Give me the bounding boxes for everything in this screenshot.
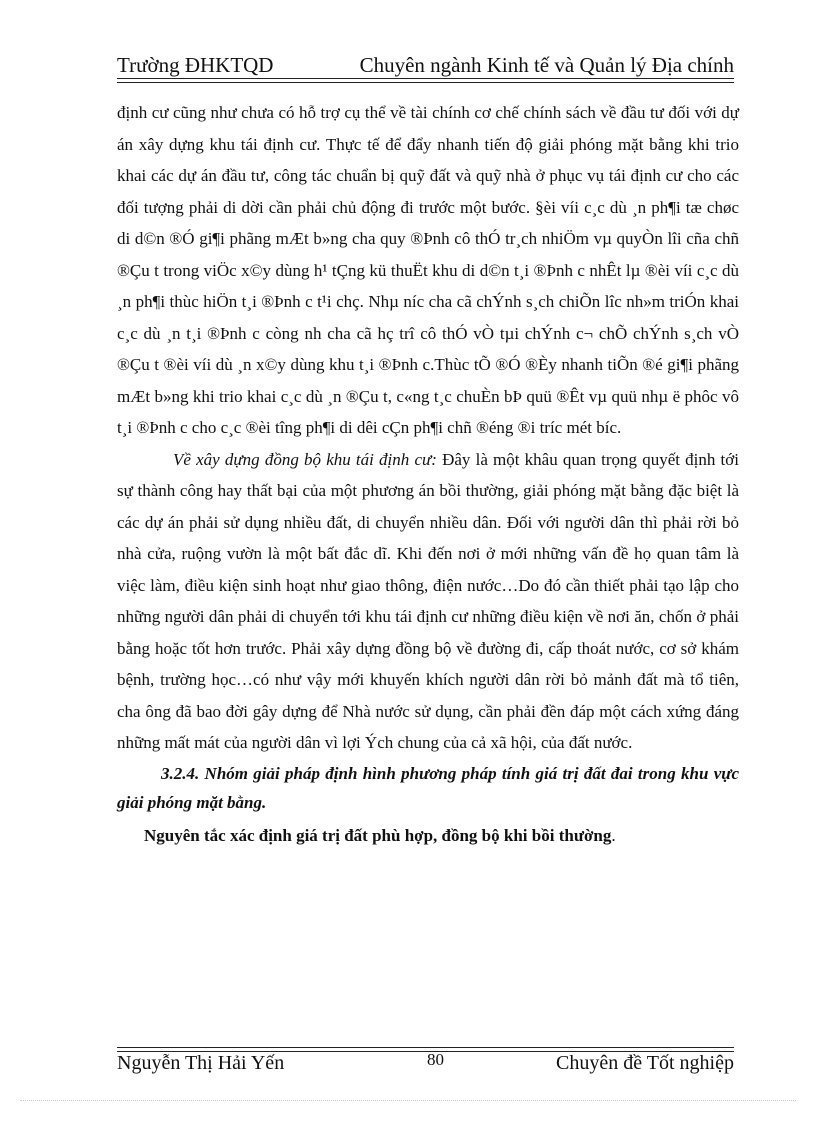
page-footer (117, 1050, 734, 1078)
body-paragraph (117, 444, 739, 759)
footer-rule (117, 1047, 734, 1048)
header-major: Chuyên ngành Kinh tế và Quản lý Địa chính (359, 53, 734, 77)
page-edge-dotted-line (20, 1100, 796, 1101)
subheading-period: . (611, 825, 616, 845)
paragraph-text: định cư cũng như chưa có hỗ trợ cụ thể về tài chính cơ chế chính sách về đầu tư đối với dự án xây dựng khu tái định cư. Thực tế để đẩy nhanh tiến độ giải phóng mặt bằng khi trio khai các dự án đầu tư, công tác chuẩn bị quỹ đất và quỹ nhà ở phục vụ tái định cư cho các đối tượng phải di dời cần phải chủ động đi trước một bước. §èi víi c¸c dù ¸n ph¶i tæ chøc di d©n ®Ó gi¶i phãng mÆt b»ng cha quy ®Þnh cô thÓ tr¸ch nhiÖm vµ quyÒn lîi cña chñ ®Çu t trong viÖc x©y dùng h¹ tÇng kü thuËt khu di d©n t¸i ®Þnh c nhÊt lµ ®èi víi c¸c dù ¸n ph¶i thùc hiÖn t¸i ®Þnh c t¹i chç. Nhµ níc cha cã chÝnh s¸ch chiÕn lîc nh»m triÓn khai c¸c dù ¸n t¸i ®Þnh c còng nh cha cã hç trî cô thÓ vÒ tµi chÝnh c¬ chÕ chÝnh s¸ch vÒ ®Çu t ®èi víi dù ¸n x©y dùng khu t¸i ®Þnh c.Thùc tÕ ®Ó ®Èy nhanh tiÕn ®é gi¶i phãng mÆt b»ng khi trio khai c¸c dù ¸n ®Çu t, c«ng t¸c chuÈn bÞ quü ®Êt vµ quü nhµ ë phôc vô t¸i ®Þnh c cho c¸c ®èi tîng ph¶i di dêi cÇn ph¶i chñ ®éng ®i tríc mét bíc. (117, 103, 739, 437)
paragraph-lead: Về xây dựng đồng bộ khu tái định cư: (173, 449, 437, 469)
header-rule-thin (117, 82, 734, 83)
header-rule (117, 78, 734, 79)
subheading-text: Nguyên tắc xác định giá trị đất phù hợp, đồng bộ khi bồi thường (144, 825, 612, 845)
paragraph-text: Đây là một khâu quan trọng quyết định tới sự thành công hay thất bại của một phương án bồi thường, giải phóng mặt bằng đặc biệt là các dự án phải sử dụng nhiều đất, di chuyển nhiều dân. Đối với người dân thì phải rời bỏ nhà cửa, ruộng vườn là một bất đắc dĩ. Khi đến nơi ở mới những vấn đề họ quan tâm là việc làm, điều kiện sinh hoạt như giao thông, điện nước…Do đó cần thiết phải tạo lập cho những người dân phải di chuyển tới khu tái định cư những điều kiện về nơi ăn, chốn ở phải bằng hoặc tốt hơn trước. Phải xây dựng đồng bộ về đường đi, cấp thoát nước, cơ sở khám bệnh, trường học…có như vậy mới khuyến khích người dân rời bỏ mảnh đất mà tổ tiên, cha ông đã bao đời gây dựng để Nhà nước sử dụng, cần phải đền đáp một cách xứng đáng những mất mát của người dân vì lợi Ých chung của cả xã hội, của đất nước. (117, 449, 739, 752)
body-paragraph (117, 97, 739, 444)
page-number: 80 (427, 1050, 444, 1069)
footer-author: Nguyễn Thị Hải Yến (117, 1052, 285, 1074)
footer-title: Chuyên đề Tốt nghiệp (556, 1052, 734, 1074)
subheading (117, 817, 739, 855)
page-body (117, 97, 739, 855)
page-header (117, 44, 734, 78)
section-heading: 3.2.4. Nhóm giải pháp định hình phương pháp tính giá trị đất đai trong khu vực giải phóng mặt bằng. (117, 763, 739, 812)
header-school: Trường ĐHKTQD (117, 53, 274, 77)
